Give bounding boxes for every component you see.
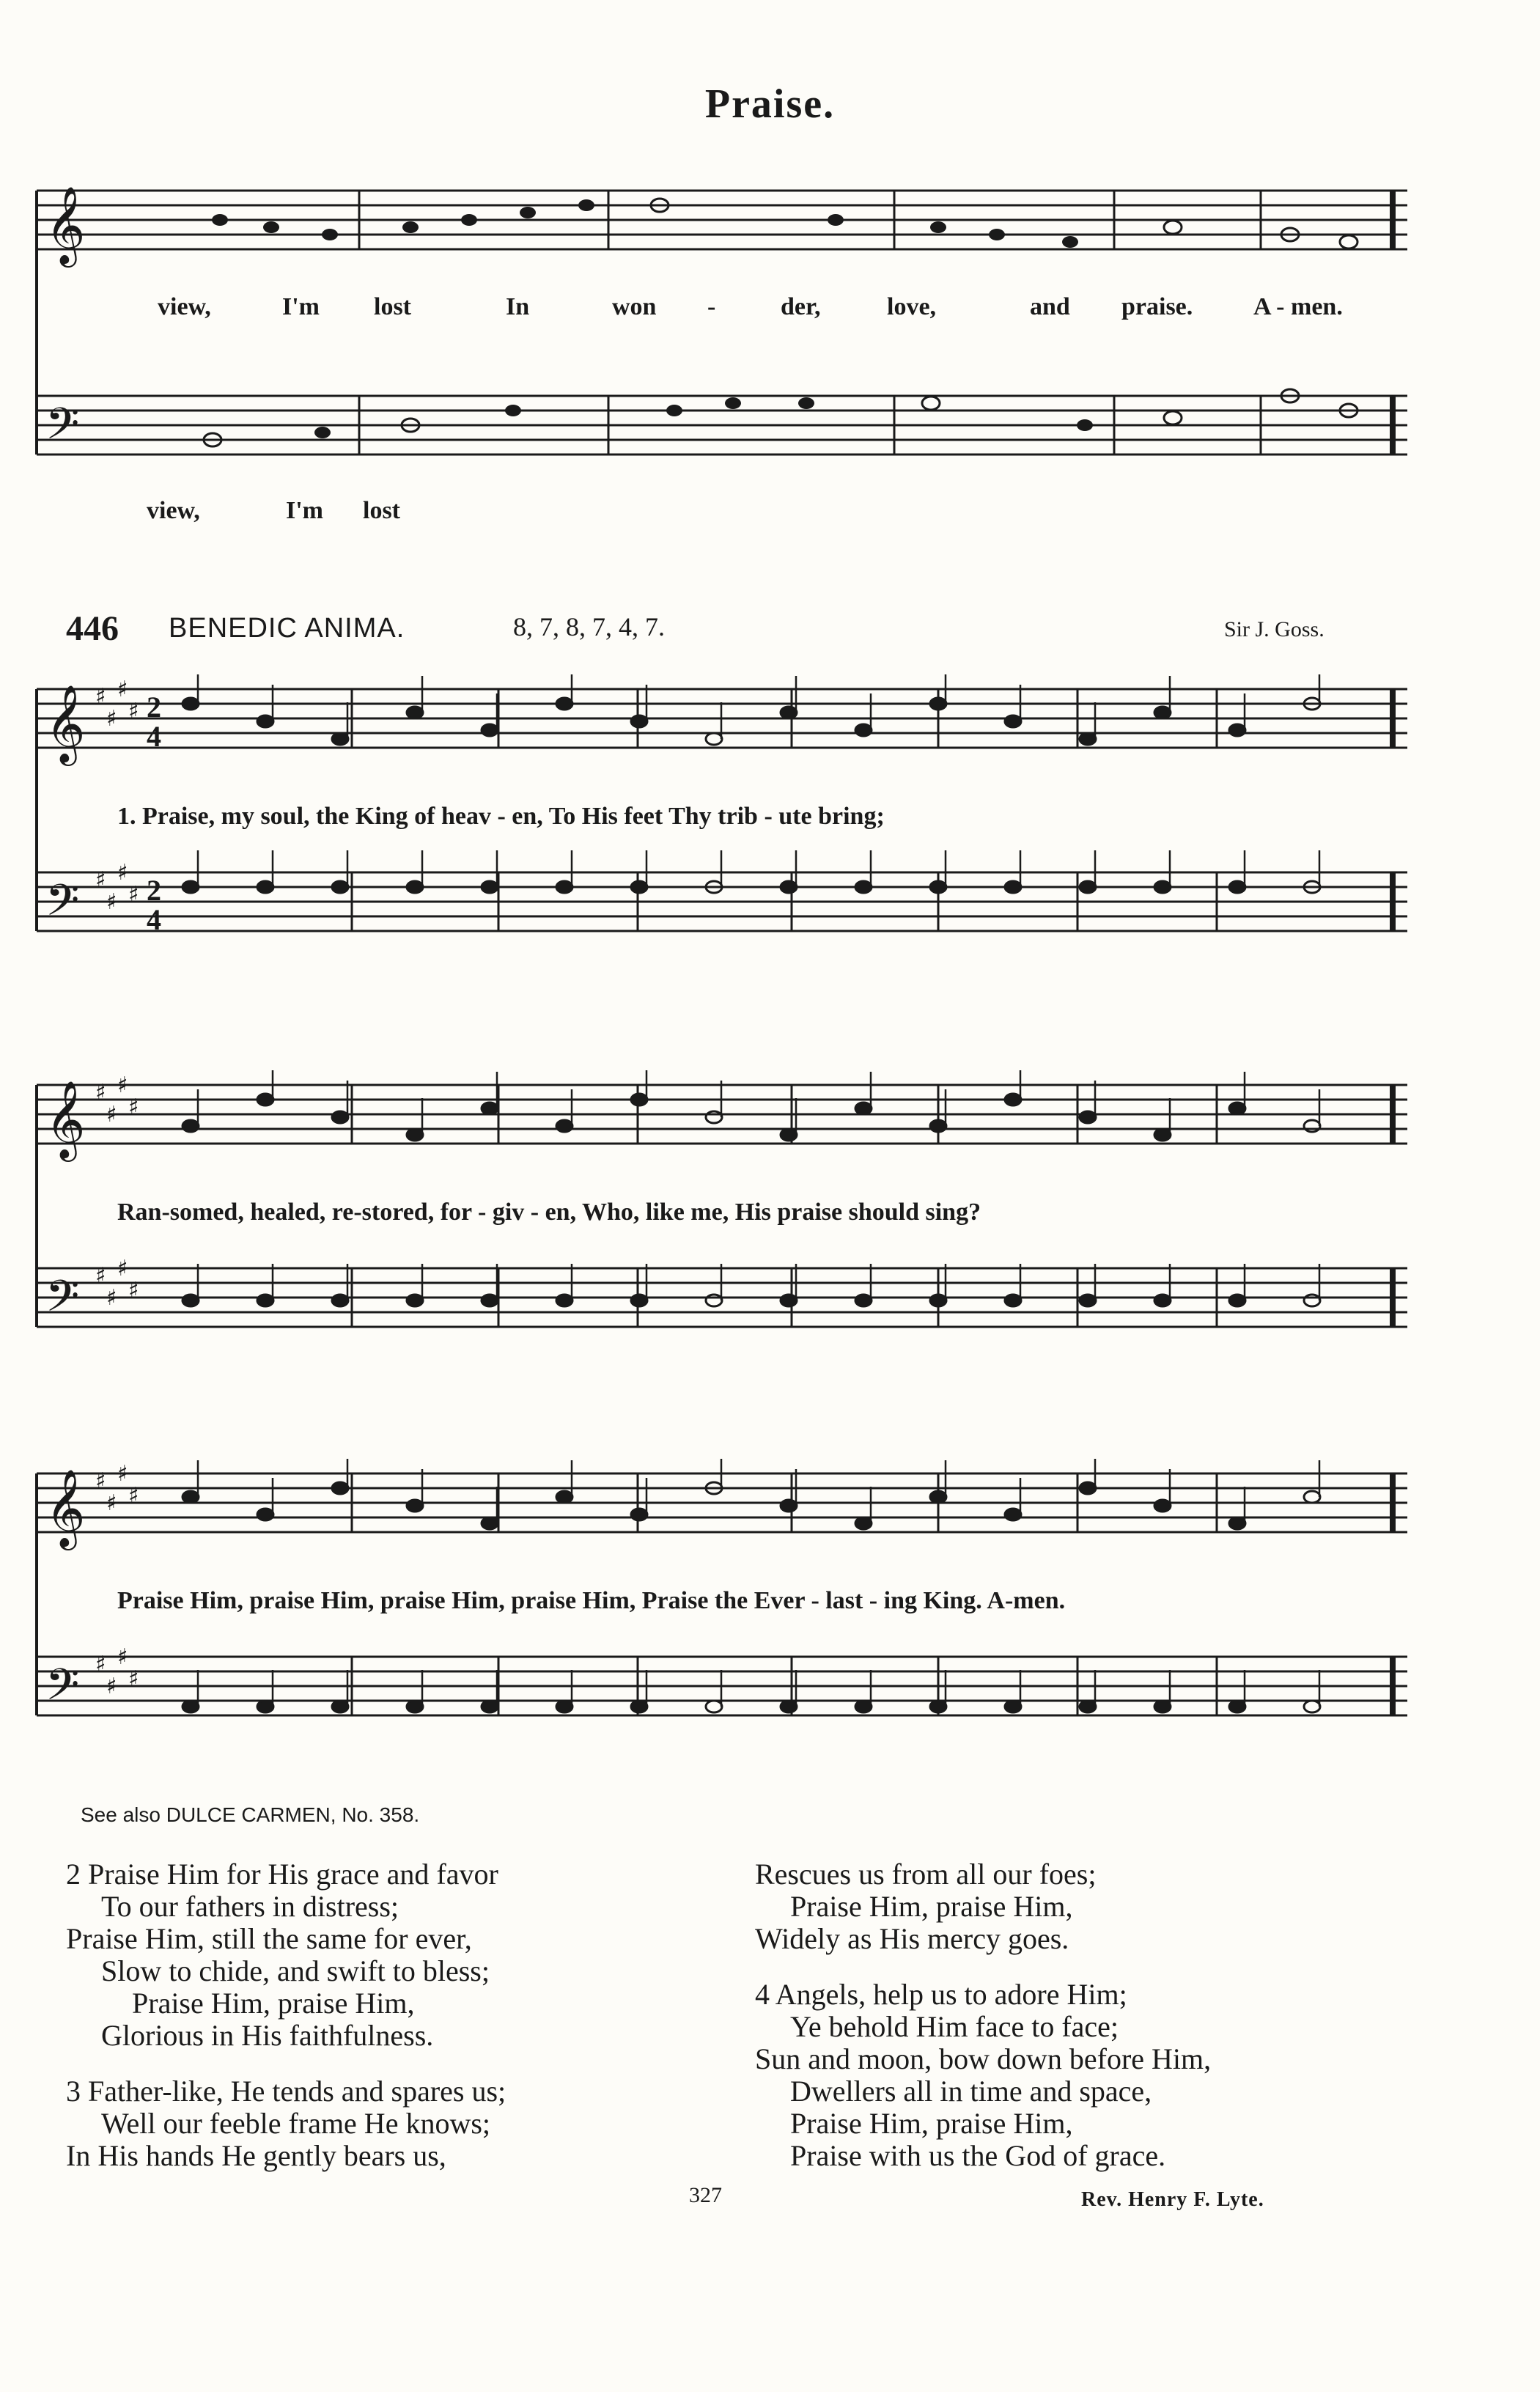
treble-note	[1154, 1500, 1171, 1512]
sharp-icon: ♯	[95, 1652, 106, 1677]
hymn-number: 446	[66, 609, 119, 648]
bass-note	[407, 881, 423, 893]
verse-line: Sun and moon, bow down before Him,	[755, 2042, 1212, 2075]
bass-note	[1154, 1701, 1171, 1712]
bass-note	[781, 1701, 797, 1712]
treble-note	[930, 698, 946, 710]
verse-line: In His hands He gently bears us,	[66, 2139, 446, 2172]
verse-4	[755, 1979, 1211, 2172]
treble-note	[1005, 1094, 1021, 1105]
music-system-3	[29, 1459, 1422, 1803]
treble-note	[556, 1491, 572, 1503]
treble-note	[257, 715, 273, 727]
sharp-icon: ♯	[106, 1285, 117, 1311]
verse-line: Slow to chide, and swift to bless;	[101, 1954, 490, 1987]
lyric-word: view,	[158, 293, 211, 320]
treble-note	[1304, 1120, 1320, 1132]
bass-note	[1080, 1701, 1096, 1712]
bass-staff	[37, 396, 1407, 455]
treble-note	[1080, 733, 1096, 745]
treble-note	[1080, 1482, 1096, 1494]
treble-note	[781, 707, 797, 718]
treble-staff	[37, 191, 1407, 249]
bass-note	[631, 1701, 647, 1712]
treble-note	[482, 1517, 498, 1529]
music-system-top	[29, 147, 1422, 557]
time-signature: 2	[147, 691, 161, 724]
treble-note	[1005, 715, 1021, 727]
treble-note	[407, 1129, 423, 1141]
bass-note	[631, 1295, 647, 1306]
sharp-icon: ♯	[128, 1278, 139, 1303]
music-system-1	[29, 674, 1422, 1019]
treble-note	[332, 1111, 348, 1123]
treble-clef-icon: 𝄞	[45, 1468, 86, 1547]
verse-line: Rescues us from all our foes;	[755, 1858, 1097, 1891]
treble-note	[332, 733, 348, 745]
sharp-icon: ♯	[106, 1674, 117, 1699]
music-staves	[29, 674, 1422, 1019]
treble-clef-icon: 𝄞	[45, 1080, 86, 1158]
lyrics-top-treble	[29, 293, 1422, 330]
verse-line: Praise Him, praise Him,	[132, 1987, 415, 2020]
lyrics-top-bass	[29, 497, 1422, 534]
sharp-icon: ♯	[106, 1490, 117, 1516]
hymn-composer: Sir J. Goss.	[1224, 617, 1325, 641]
bass-note	[332, 881, 348, 893]
bass-note	[631, 881, 647, 893]
bass-note	[257, 881, 273, 893]
hymn-meter: 8, 7, 8, 7, 4, 7.	[513, 612, 665, 641]
bass-note	[407, 1295, 423, 1306]
bass-note	[183, 881, 199, 893]
verse-line: Well our feeble frame He knows;	[101, 2107, 491, 2140]
verse-3-continued	[755, 1858, 1211, 1955]
treble-note	[1154, 1129, 1171, 1141]
treble-note	[855, 724, 872, 736]
treble-note	[482, 1103, 498, 1114]
sharp-icon: ♯	[95, 684, 106, 710]
sharp-icon: ♯	[128, 699, 139, 724]
bass-note	[257, 1701, 273, 1712]
bass-note	[1304, 1295, 1320, 1306]
treble-note	[1229, 1517, 1245, 1529]
hymn-author: Rev. Henry F. Lyte.	[1081, 2188, 1264, 2211]
page-number: 327	[689, 2183, 722, 2207]
bass-note	[855, 1701, 872, 1712]
see-also-note: See also DULCE CARMEN, No. 358.	[81, 1803, 420, 1826]
bass-note	[781, 1295, 797, 1306]
bass-note	[556, 881, 572, 893]
treble-note	[930, 1120, 946, 1132]
bass-note	[1005, 1295, 1021, 1306]
lyric-word: and	[1030, 293, 1070, 320]
bass-note	[407, 1701, 423, 1712]
lyric-word: lost	[363, 497, 400, 524]
verse-line: Praise Him, praise Him,	[790, 2107, 1073, 2140]
bass-clef-icon: 𝄢	[45, 398, 80, 460]
lyric-word: won	[612, 293, 657, 320]
bass-note	[183, 1701, 199, 1712]
lyric-word: der,	[781, 293, 821, 320]
bass-note	[183, 1295, 199, 1306]
treble-note	[631, 1509, 647, 1520]
bass-note	[1154, 1295, 1171, 1306]
bass-note	[930, 1295, 946, 1306]
bass-note	[556, 1701, 572, 1712]
music-staves	[29, 1459, 1422, 1803]
treble-note	[631, 1094, 647, 1105]
treble-note	[482, 724, 498, 736]
treble-note	[1229, 724, 1245, 736]
treble-note	[407, 707, 423, 718]
treble-clef-icon: 𝄞	[45, 185, 86, 264]
bass-note	[482, 881, 498, 893]
bass-note	[706, 1701, 722, 1712]
treble-note	[407, 1500, 423, 1512]
bass-note	[482, 1295, 498, 1306]
lyric-word: A - men.	[1253, 293, 1343, 320]
bass-clef-icon: 𝄢	[45, 1659, 80, 1721]
bass-note	[855, 1295, 872, 1306]
bass-clef-icon: 𝄢	[45, 875, 80, 936]
lyric-word: praise.	[1121, 293, 1193, 320]
bass-note	[1229, 881, 1245, 893]
sharp-icon: ♯	[95, 867, 106, 893]
treble-note	[855, 1103, 872, 1114]
treble-note	[332, 1482, 348, 1494]
verse-line: To our fathers in distress;	[101, 1890, 399, 1923]
treble-note	[706, 733, 722, 745]
sharp-icon: ♯	[95, 1263, 106, 1289]
bass-note	[930, 881, 946, 893]
sharp-icon: ♯	[128, 1483, 139, 1509]
verse-line: Ye behold Him face to face;	[790, 2010, 1119, 2043]
hymn-heading	[66, 608, 1385, 652]
music-system-2	[29, 1070, 1422, 1415]
treble-note	[1005, 1509, 1021, 1520]
lyric-word: In	[506, 293, 530, 320]
lyric-word: I'm	[282, 293, 320, 320]
time-signature: 4	[147, 720, 161, 753]
verse-line: 3 Father-like, He tends and spares us;	[66, 2075, 506, 2108]
treble-note	[183, 1120, 199, 1132]
verse-line: Praise with us the God of grace.	[790, 2139, 1166, 2172]
sharp-icon: ♯	[128, 1094, 139, 1120]
bass-notes	[314, 397, 1093, 438]
sharp-icon: ♯	[117, 1644, 128, 1670]
sharp-icon: ♯	[117, 1256, 128, 1281]
page-title: Praise.	[704, 81, 836, 127]
treble-note	[1229, 1103, 1245, 1114]
lyric-line-3: Praise Him, praise Him, praise Him, praise Him, Praise the Ever - last - ing King. A-men.	[117, 1587, 1066, 1614]
treble-note	[1154, 707, 1171, 718]
treble-note	[257, 1094, 273, 1105]
sharp-icon: ♯	[117, 677, 128, 702]
bass-note	[332, 1701, 348, 1712]
lyric-word: -	[707, 293, 716, 320]
sharp-icon: ♯	[128, 1666, 139, 1692]
hymn-tune-name: BENEDIC ANIMA.	[169, 613, 405, 644]
bass-note	[1154, 881, 1171, 893]
bass-half-notes	[204, 389, 1357, 446]
sharp-icon: ♯	[117, 1461, 128, 1487]
sharp-icon: ♯	[95, 1080, 106, 1105]
sharp-icon: ♯	[117, 860, 128, 886]
sharp-icon: ♯	[128, 882, 139, 908]
verse-line: Glorious in His faithfulness.	[101, 2019, 434, 2052]
treble-note	[183, 1491, 199, 1503]
verse-line: 4 Angels, help us to adore Him;	[755, 1978, 1127, 2011]
bass-note	[855, 881, 872, 893]
treble-note	[631, 715, 647, 727]
bass-note	[257, 1295, 273, 1306]
verses-right-column	[755, 1858, 1211, 2172]
lyric-word: love,	[887, 293, 937, 320]
bass-note	[706, 1295, 722, 1306]
treble-note	[781, 1129, 797, 1141]
lyric-line-2: Ran-somed, healed, re-stored, for - giv - en, Who, like me, His praise should sing?	[117, 1199, 981, 1226]
treble-note	[1080, 1111, 1096, 1123]
verse-2	[66, 1858, 506, 2052]
treble-note	[930, 1491, 946, 1503]
bass-note	[1229, 1295, 1245, 1306]
verses-left-column	[66, 1858, 506, 2172]
bass-note	[1080, 881, 1096, 893]
lyric-word: view,	[147, 497, 200, 524]
bass-note	[1005, 1701, 1021, 1712]
bass-note	[1229, 1701, 1245, 1712]
bass-clef-icon: 𝄢	[45, 1270, 80, 1332]
treble-note	[781, 1500, 797, 1512]
time-signature: 4	[147, 903, 161, 936]
sharp-icon: ♯	[106, 1102, 117, 1127]
sharp-icon: ♯	[95, 1468, 106, 1494]
verse-line: Praise Him, praise Him,	[790, 1890, 1073, 1923]
verse-line: Widely as His mercy goes.	[755, 1922, 1069, 1955]
bass-note	[781, 881, 797, 893]
lyric-line-1: 1. Praise, my soul, the King of heav - en, To His feet Thy trib - ute bring;	[117, 803, 885, 830]
treble-notes	[212, 199, 1078, 248]
bass-note	[556, 1295, 572, 1306]
bass-note	[1304, 1701, 1320, 1712]
lyric-word: lost	[374, 293, 411, 320]
treble-note	[556, 698, 572, 710]
bass-note	[930, 1701, 946, 1712]
verse-3	[66, 2075, 506, 2172]
treble-note	[257, 1509, 273, 1520]
verse-line: Praise Him, still the same for ever,	[66, 1922, 472, 1955]
bass-note	[482, 1701, 498, 1712]
music-staves	[29, 1070, 1422, 1415]
time-signature: 2	[147, 874, 161, 907]
lyric-word: I'm	[286, 497, 323, 524]
music-staves	[29, 147, 1422, 557]
bass-note	[332, 1295, 348, 1306]
sharp-icon: ♯	[117, 1072, 128, 1098]
treble-note	[1304, 1491, 1320, 1503]
bass-note	[1005, 881, 1021, 893]
bass-note	[1080, 1295, 1096, 1306]
sharp-icon: ♯	[106, 889, 117, 915]
treble-note	[706, 1111, 722, 1123]
verse-line: 2 Praise Him for His grace and favor	[66, 1858, 498, 1891]
treble-clef-icon: 𝄞	[45, 684, 86, 762]
sharp-icon: ♯	[106, 706, 117, 732]
treble-note	[556, 1120, 572, 1132]
treble-note	[183, 698, 199, 710]
verse-line: Dwellers all in time and space,	[790, 2075, 1152, 2108]
treble-note	[855, 1517, 872, 1529]
